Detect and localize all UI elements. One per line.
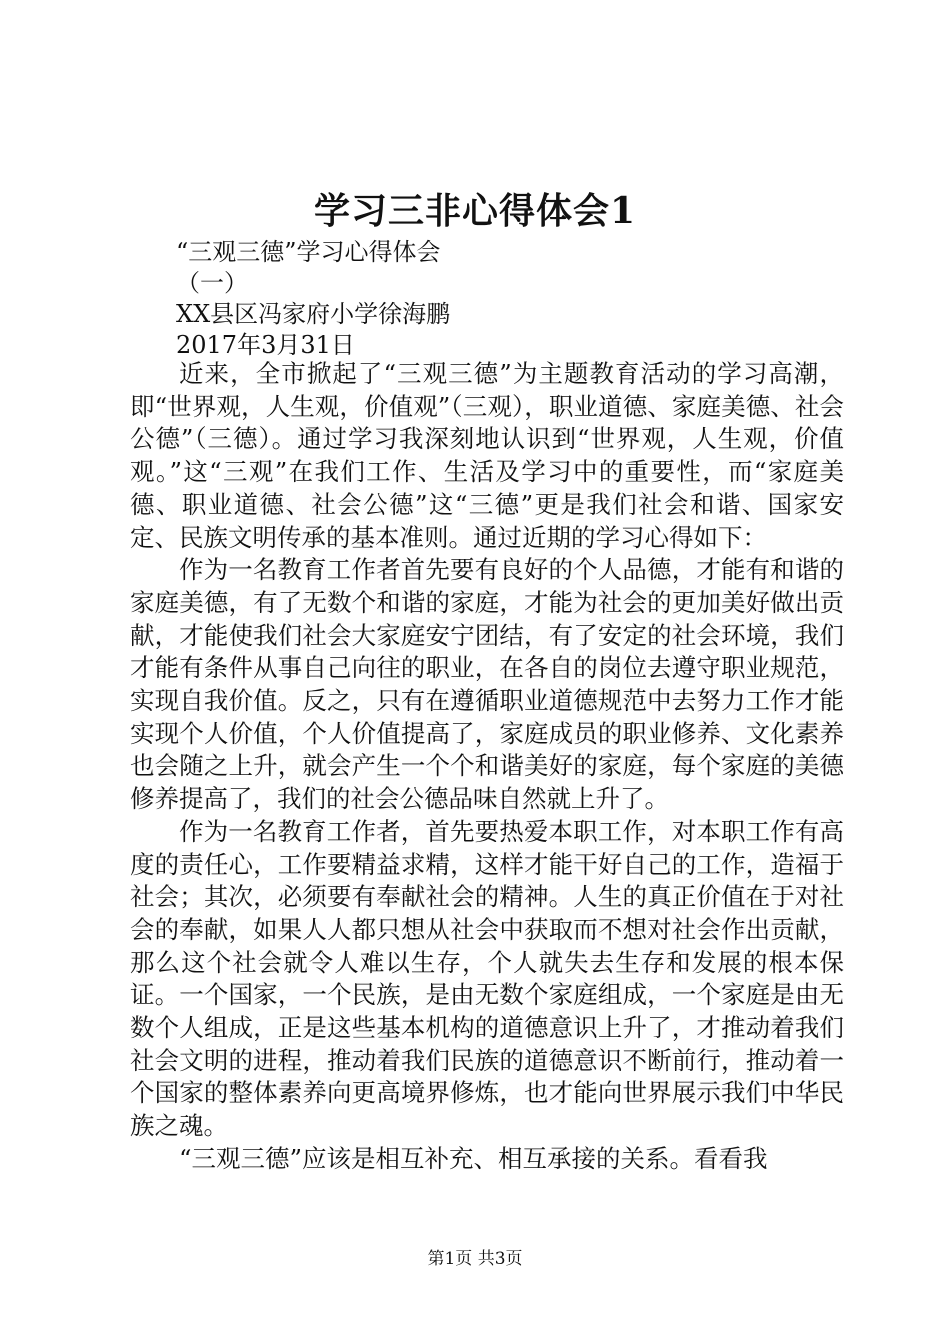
body-paragraph: 作为一名教育工作者，首先要热爱本职工作，对本职工作有高度的责任心，工作要精益求精，这样才能干好自己的工作，造福于社会；其次，必须要有奉献社会的精神。人生的真正价值在于对社会的奉献，如果人人都只想从社会中获取而不想对社会作出贡献，那么这个社会就令人难以生存，个人就失去生存和发展的根本保证。一个国家，一个民族，是由无数个家庭组成，一个家庭是由无数个人组成，正是这些基本机构的道德意识上升了，才推动着我们社会文明的进程，推动着我们民族的道德意识不断前行，推动着一个国家的整体素养向更高境界修炼，也才能向世界展示我们中华民族之魂。: [130, 816, 844, 1141]
body-paragraph: “三观三德”应该是相互补充、相互承接的关系。看看我: [179, 1143, 768, 1173]
document-body: [130, 358, 844, 1176]
author-line: XX县区冯家府小学徐海鹏: [176, 300, 451, 328]
section-marker: （一）: [176, 269, 248, 297]
document-title: 学习三非心得体会1: [313, 190, 637, 232]
body-paragraph: 近来，全市掀起了“三观三德”为主题教育活动的学习高潮，即“世界观，人生观，价值观”（三观），职业道德、家庭美德、社会公德”（三德）。通过学习我深刻地认识到“世界观，人生观，价值观。”这“三观”在我们工作、生活及学习中的重要性，而“家庭美德、职业道德、社会公德”这“三德”更是我们社会和谐、国家安定、民族文明传承的基本准则。通过近期的学习心得如下：: [130, 359, 844, 552]
page-footer: 第1页 共3页: [427, 1249, 523, 1269]
date-line: 2017年3月31日: [176, 331, 355, 359]
body-paragraph: 作为一名教育工作者首先要有良好的个人品德，才能有和谐的家庭美德，有了无数个和谐的家庭，才能为社会的更加美好做出贡献，才能使我们社会大家庭安宁团结，有了安定的社会环境，我们才能有条件从事自己向往的职业，在各自的岗位去遵守职业规范，实现自我价值。反之，只有在遵循职业道德规范中去努力工作才能实现个人价值，个人价值提高了，家庭成员的职业修养、文化素养也会随之上升，就会产生一个个和谐美好的家庭，每个家庭的美德修养提高了，我们的社会公德品味自然就上升了。: [130, 555, 844, 814]
document-subtitle: “三观三德”学习心得体会: [176, 238, 441, 266]
